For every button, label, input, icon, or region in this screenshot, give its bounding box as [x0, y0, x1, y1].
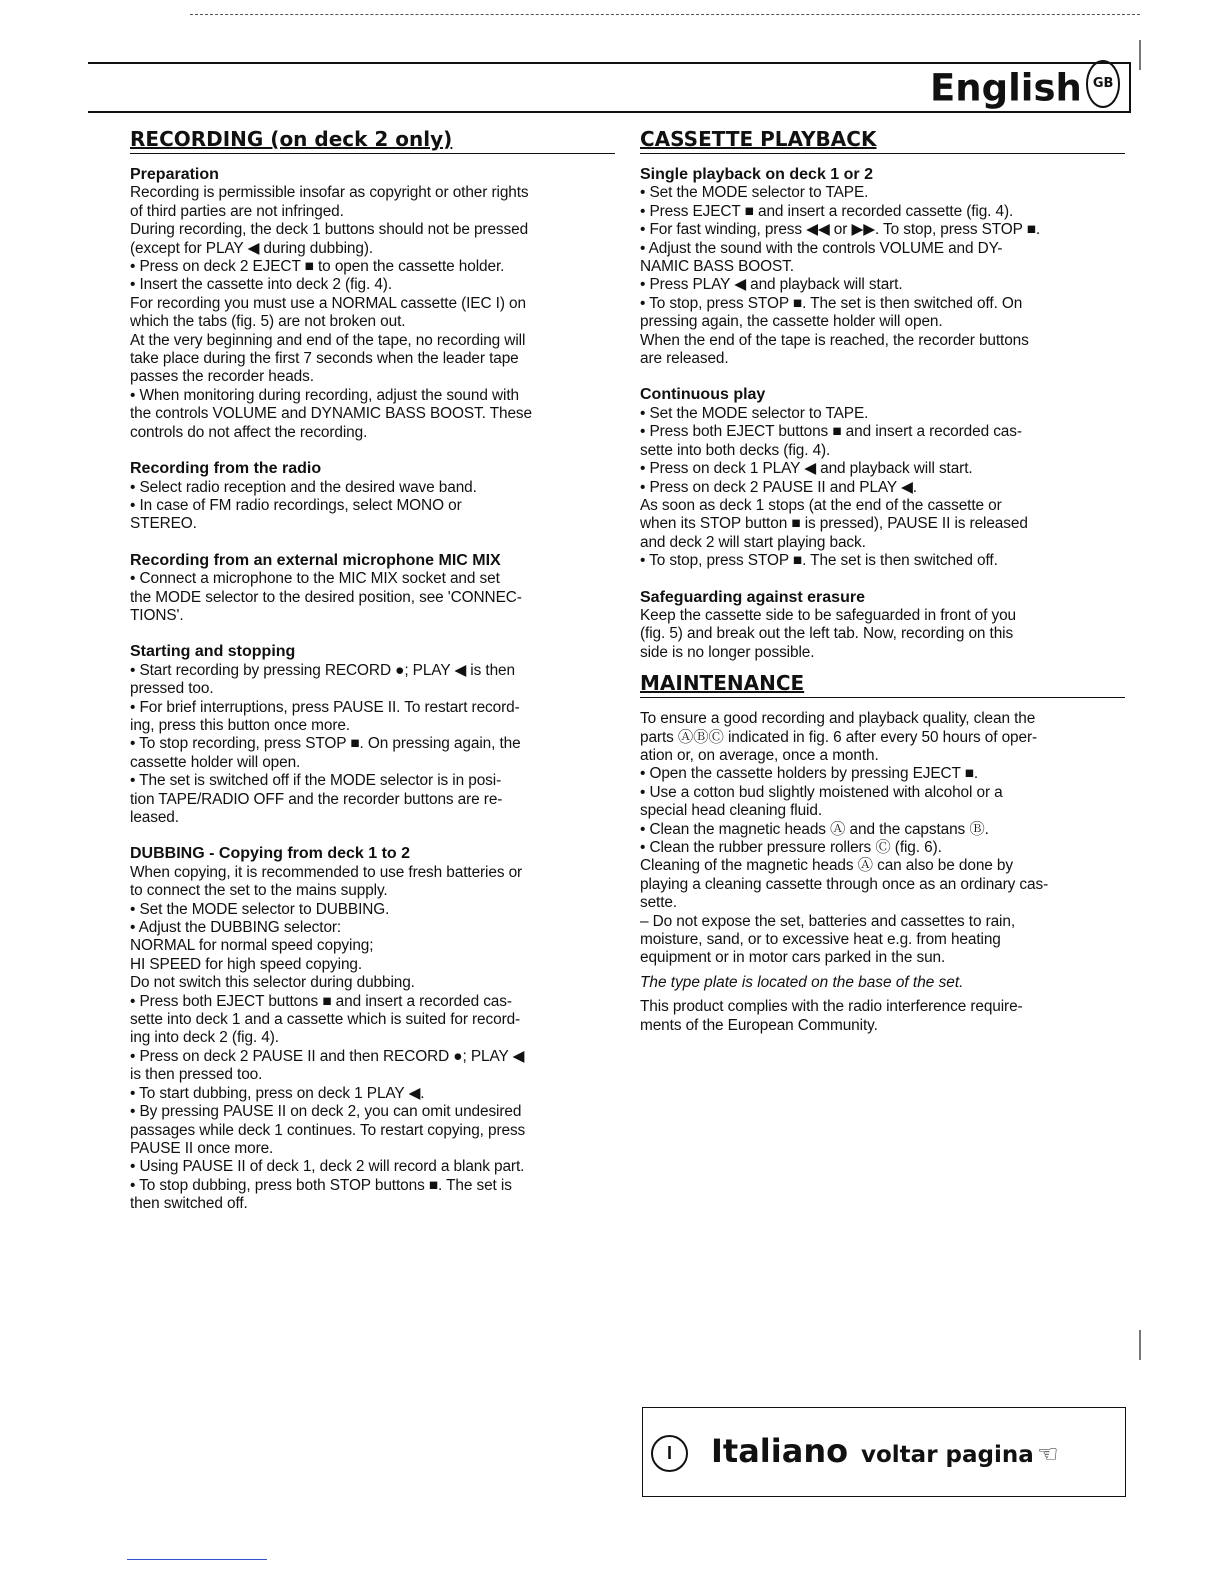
body-line: cassette holder will open. [130, 753, 301, 771]
left-column [130, 126, 615, 1214]
right-sections [640, 166, 1125, 662]
body-line: • For fast winding, press ◀◀ or ▶▶. To stop, press STOP ■. [640, 221, 1041, 239]
body-line: As soon as deck 1 stops (at the end of the cassette or [640, 496, 1002, 514]
body-line: Keep the cassette side to be safeguarded in front of you [640, 606, 1017, 624]
right-column [640, 126, 1125, 1035]
recording-heading-text: RECORDING (on deck 2 only) [130, 127, 453, 151]
section-title: Recording from an external microphone MIC MIX [130, 551, 501, 569]
section-gap [640, 368, 1125, 386]
next-language-label: Italiano [711, 1432, 849, 1470]
body-line: This product complies with the radio interference require- [640, 998, 1023, 1016]
section-title: Continuous play [640, 386, 766, 404]
body-line: • For brief interruptions, press PAUSE II. To restart record- [130, 698, 520, 716]
body-line: special head cleaning fluid. [640, 802, 823, 820]
bottom-link-line [127, 1559, 267, 1560]
body-line: which the tabs (fig. 5) are not broken out. [130, 313, 406, 331]
body-line: the MODE selector to the desired position, see 'CONNEC- [130, 588, 522, 606]
turn-page-label: voltar pagina [861, 1442, 1034, 1468]
scan-dash-top [190, 14, 1140, 15]
body-line: NAMIC BASS BOOST. [640, 258, 794, 276]
body-line: • To stop dubbing, press both STOP buttons ■. The set is [130, 1176, 512, 1194]
section-gap [130, 442, 615, 460]
section-title: Recording from the radio [130, 460, 322, 478]
body-line: • To start dubbing, press on deck 1 PLAY ◀. [130, 1084, 425, 1102]
section-title: Safeguarding against erasure [640, 588, 865, 606]
body-line: • Set the MODE selector to TAPE. [640, 404, 869, 422]
body-line: (fig. 5) and break out the left tab. Now, recording on this [640, 625, 1014, 643]
header-rule-right [1129, 62, 1131, 112]
playback-heading [640, 126, 1125, 154]
body-line: ing into deck 2 (fig. 4). [130, 1029, 279, 1047]
maintenance-heading-text: MAINTENANCE [640, 671, 805, 696]
body-line: sette into deck 1 and a cassette which is suited for record- [130, 1011, 521, 1029]
body-line: • Set the MODE selector to TAPE. [640, 184, 869, 202]
body-line: • Press both EJECT buttons ■ and insert a recorded cas- [640, 423, 1022, 441]
body-line: to connect the set to the mains supply. [130, 882, 388, 900]
body-line: • Connect a microphone to the MIC MIX socket and set [130, 570, 500, 588]
body-line: is then pressed too. [130, 1066, 263, 1084]
body-line: • Clean the magnetic heads Ⓐ and the capstans Ⓑ. [640, 820, 989, 838]
body-line: • Use a cotton bud slightly moistened with alcohol or a [640, 783, 1003, 801]
body-line: • Open the cassette holders by pressing EJECT ■. [640, 765, 979, 783]
section-title: Single playback on deck 1 or 2 [640, 166, 873, 183]
body-line: ments of the European Community. [640, 1016, 878, 1034]
body-line: • By pressing PAUSE II on deck 2, you can omit undesired [130, 1103, 522, 1121]
type-plate-note: The type plate is located on the base of the set. [640, 973, 964, 991]
playback-heading-text: CASSETTE PLAYBACK [640, 127, 877, 151]
body-line: parts ⒶⒷⒸ indicated in fig. 6 after every 50 hours of oper- [640, 728, 1038, 746]
body-line: When copying, it is recommended to use fresh batteries or [130, 863, 523, 881]
body-line: STEREO. [130, 515, 197, 533]
body-line: (except for PLAY ◀ during dubbing). [130, 239, 374, 257]
body-line: NORMAL for normal speed copying; [130, 937, 374, 955]
body-line: the controls VOLUME and DYNAMIC BASS BOOST. These [130, 405, 532, 423]
left-sections [130, 166, 615, 1214]
body-line: tion TAPE/RADIO OFF and the recorder buttons are re- [130, 790, 503, 808]
body-line: • To stop, press STOP ■. The set is then switched off. On [640, 294, 1023, 312]
header-rule-top [88, 62, 1131, 64]
next-language-box [642, 1407, 1126, 1497]
body-line: moisture, sand, or to excessive heat e.g. from heating [640, 931, 1001, 949]
body-line: PAUSE II once more. [130, 1139, 274, 1157]
body-line: are released. [640, 350, 729, 368]
body-line: ing, press this button once more. [130, 716, 350, 734]
body-line: passages while deck 1 continues. To restart copying, press [130, 1121, 526, 1139]
body-line: and deck 2 will start playing back. [640, 533, 866, 551]
body-line: • To stop recording, press STOP ■. On pressing again, the [130, 735, 521, 753]
body-line: When the end of the tape is reached, the recorder buttons [640, 331, 1029, 349]
body-line: sette. [640, 894, 678, 912]
body-line: ation or, on average, once a month. [640, 746, 879, 764]
body-line: • To stop, press STOP ■. The set is then switched off. [640, 552, 998, 570]
body-line: • Adjust the sound with the controls VOLUME and DY- [640, 239, 1003, 257]
body-line: Recording is permissible insofar as copyright or other rights [130, 184, 529, 202]
body-line: side is no longer possible. [640, 643, 815, 661]
pointing-hand-icon: ☜ [1037, 1441, 1059, 1468]
body-line: then switched off. [130, 1195, 248, 1213]
body-line: • Start recording by pressing RECORD ●; PLAY ◀ is then [130, 661, 515, 679]
country-badge: GB [1086, 60, 1121, 108]
recording-heading [130, 126, 615, 154]
language-header [930, 66, 1120, 114]
body-line: • Press PLAY ◀ and playback will start. [640, 276, 903, 294]
body-line: pressed too. [130, 680, 214, 698]
section-title: Starting and stopping [130, 643, 296, 661]
body-line: • Press on deck 1 PLAY ◀ and playback will start. [640, 460, 973, 478]
body-line: equipment or in motor cars parked in the sun. [640, 949, 946, 967]
body-line: playing a cleaning cassette through once as an ordinary cas- [640, 875, 1049, 893]
body-line: leased. [130, 809, 179, 826]
scan-edge-mark [1139, 1330, 1141, 1360]
body-line: • The set is switched off if the MODE selector is in posi- [130, 772, 502, 790]
maintenance-body [640, 710, 1125, 968]
body-line: of third parties are not infringed. [130, 202, 344, 220]
body-line: • Clean the rubber pressure rollers Ⓒ (fig. 6). [640, 839, 942, 856]
section-gap [130, 827, 615, 845]
body-line: • Press both EJECT buttons ■ and insert a recorded cas- [130, 992, 512, 1010]
section-title: Preparation [130, 166, 219, 183]
body-line: passes the recorder heads. [130, 368, 314, 386]
body-line: Do not switch this selector during dubbing. [130, 974, 415, 992]
body-line: pressing again, the cassette holder will open. [640, 313, 943, 331]
body-line: • Press on deck 2 EJECT ■ to open the cassette holder. [130, 258, 505, 276]
body-line: • Insert the cassette into deck 2 (fig. 4). [130, 276, 393, 294]
body-line: – Do not expose the set, batteries and cassettes to rain, [640, 912, 1016, 930]
body-line: • Adjust the DUBBING selector: [130, 919, 342, 937]
body-line: take place during the first 7 seconds when the leader tape [130, 350, 519, 368]
body-line: TIONS'. [130, 606, 184, 624]
body-line: • Set the MODE selector to DUBBING. [130, 900, 390, 918]
scan-edge-mark [1139, 40, 1141, 70]
body-line: HI SPEED for high speed copying. [130, 955, 363, 973]
body-line: • In case of FM radio recordings, select MONO or [130, 496, 462, 514]
body-line: • Using PAUSE II of deck 1, deck 2 will record a blank part. [130, 1158, 525, 1176]
body-line: At the very beginning and end of the tape, no recording will [130, 331, 526, 349]
body-line: sette into both decks (fig. 4). [640, 441, 831, 459]
language-label: English [930, 66, 1082, 110]
body-line: • Press EJECT ■ and insert a recorded cassette (fig. 4). [640, 202, 1014, 220]
body-line: To ensure a good recording and playback quality, clean the [640, 710, 1036, 728]
body-line: • Select radio reception and the desired wave band. [130, 478, 477, 496]
body-line: when its STOP button ■ is pressed), PAUSE II is released [640, 515, 1028, 533]
section-title: DUBBING - Copying from deck 1 to 2 [130, 845, 411, 863]
body-line: During recording, the deck 1 buttons should not be pressed [130, 221, 529, 239]
section-gap [640, 571, 1125, 589]
body-line: • When monitoring during recording, adjust the sound with [130, 386, 519, 404]
body-line: • Press on deck 2 PAUSE II and PLAY ◀. [640, 478, 917, 496]
section-gap [130, 534, 615, 552]
body-line: controls do not affect the recording. [130, 423, 368, 441]
body-line: Cleaning of the magnetic heads Ⓐ can also be done by [640, 857, 1013, 875]
body-line: • Press on deck 2 PAUSE II and then RECORD ●; PLAY ◀ [130, 1047, 525, 1065]
compliance-note [640, 998, 1125, 1035]
maintenance-heading [640, 670, 1125, 698]
body-line: For recording you must use a NORMAL cassette (IEC I) on [130, 294, 526, 312]
section-gap [130, 625, 615, 643]
italy-country-badge: I [651, 1435, 688, 1472]
